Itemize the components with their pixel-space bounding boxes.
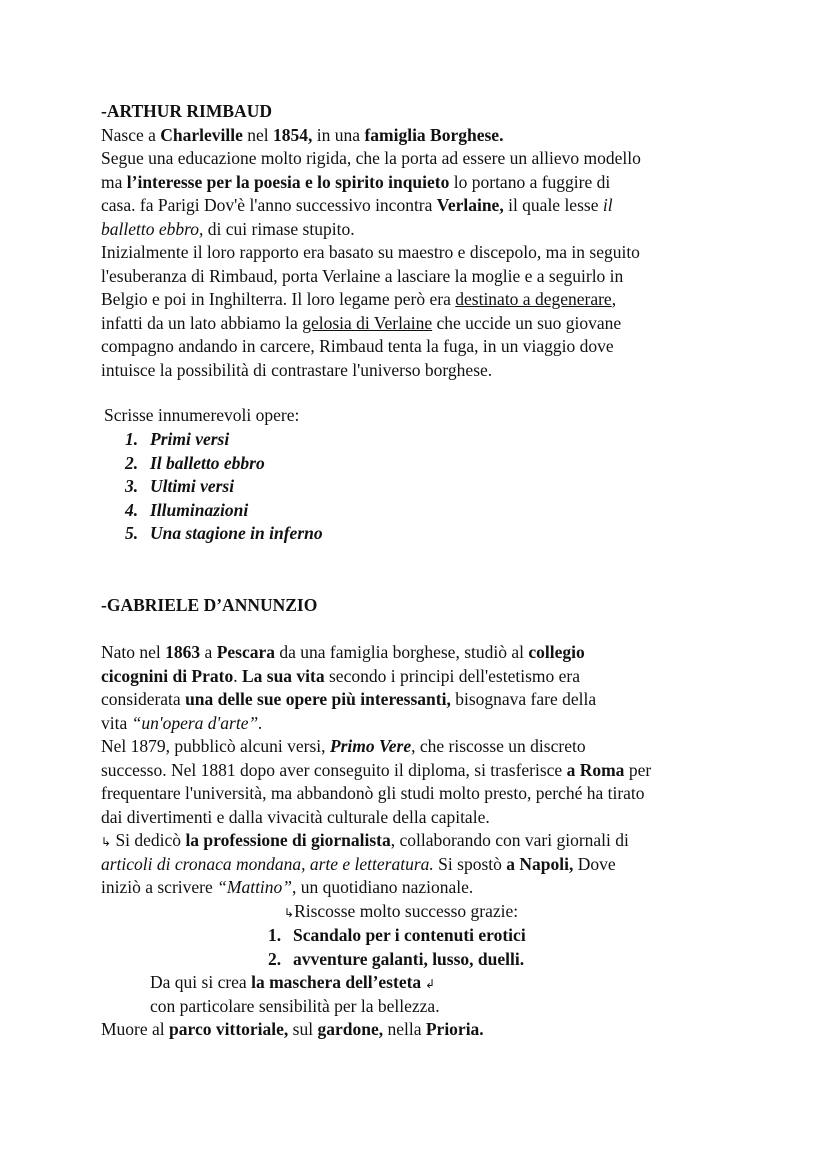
reasons-list [268, 924, 526, 971]
return-arrow-icon: ↲ [421, 977, 436, 991]
list-item: 1. Scandalo per i contenuti erotici [268, 925, 526, 945]
dannunzio-line-3: considerata una delle sue opere più interessanti, bisognava fare della [101, 689, 597, 709]
rimbaud-line-2: Segue una educazione molto rigida, che la porta ad essere un allievo modello [101, 148, 641, 168]
dannunzio-heading: -GABRIELE D’ANNUNZIO [101, 595, 318, 615]
rimbaud-line-5: balletto ebbro, di cui rimase stupito. [101, 219, 355, 239]
rimbaud-line-10: compagno andando in carcere, Rimbaud tenta la fuga, in un viaggio dove [101, 336, 614, 356]
list-item: 5. Una stagione in inferno [125, 523, 323, 543]
rimbaud-line-9: infatti da un lato abbiamo la gelosia di Verlaine che uccide un suo giovane [101, 313, 622, 333]
rimbaud-line-11: intuisce la possibilità di contrastare l'universo borghese. [101, 360, 493, 380]
dannunzio-line-8: dai divertimenti e dalla vivacità culturale della capitale. [101, 807, 490, 827]
works-list [125, 428, 323, 546]
list-item: 1. Primi versi [125, 429, 230, 449]
dannunzio-line-2: cicognini di Prato. La sua vita secondo i principi dell'estetismo era [101, 666, 580, 686]
dannunzio-line-15: Muore al parco vittoriale, sul gardone, nella Prioria. [101, 1019, 484, 1039]
dannunzio-line-14: con particolare sensibilità per la bellezza. [150, 996, 440, 1016]
list-item: 4. Illuminazioni [125, 499, 249, 520]
list-item: 3. Ultimi versi [125, 476, 235, 496]
dannunzio-line-1: Nato nel 1863 a Pescara da una famiglia borghese, studiò al collegio [101, 642, 585, 662]
arrow-icon: ↳ [284, 906, 295, 920]
dannunzio-line-12: ↳Riscosse molto successo grazie: [284, 901, 519, 921]
dannunzio-line-6: successo. Nel 1881 dopo aver conseguito il diploma, si trasferisce a Roma per [101, 760, 652, 780]
list-item: 2. avventure galanti, lusso, duelli. [268, 948, 525, 969]
rimbaud-line-8: Belgio e poi in Inghilterra. Il loro legame però era destinato a degenerare, [101, 289, 617, 309]
list-item: 2. Il balletto ebbro [125, 452, 265, 473]
dannunzio-line-7: frequentare l'università, ma abbandonò gli studi molto presto, perché ha tirato [101, 783, 645, 803]
rimbaud-line-1: Nasce a Charleville nel 1854, in una famiglia Borghese. [101, 125, 504, 145]
rimbaud-line-6: Inizialmente il loro rapporto era basato su maestro e discepolo, ma in seguito [101, 242, 640, 262]
rimbaud-line-7: l'esuberanza di Rimbaud, porta Verlaine a lasciare la moglie e a seguirlo in [101, 266, 624, 286]
arrow-icon: ↳ [101, 835, 112, 849]
dannunzio-line-9: ↳ Si dedicò la professione di giornalista, collaborando con vari giornali di [101, 830, 629, 850]
dannunzio-line-5: Nel 1879, pubblicò alcuni versi, Primo Vere, che riscosse un discreto [101, 736, 586, 756]
dannunzio-line-13: Da qui si crea la maschera dell’esteta ↲ [150, 972, 436, 992]
dannunzio-line-10: articoli di cronaca mondana, arte e letteratura. Si spostò a Napoli, Dove [101, 854, 616, 874]
works-intro: Scrisse innumerevoli opere: [104, 405, 300, 425]
rimbaud-line-4: casa. fa Parigi Dov'è l'anno successivo incontra Verlaine, il quale lesse il [101, 195, 613, 215]
dannunzio-line-11: iniziò a scrivere “Mattino”, un quotidiano nazionale. [101, 877, 474, 897]
dannunzio-line-4: vita “un'opera d'arte”. [101, 713, 263, 733]
rimbaud-heading: -ARTHUR RIMBAUD [101, 101, 272, 121]
rimbaud-line-3: ma l’interesse per la poesia e lo spirito inquieto lo portano a fuggire di [101, 172, 611, 192]
